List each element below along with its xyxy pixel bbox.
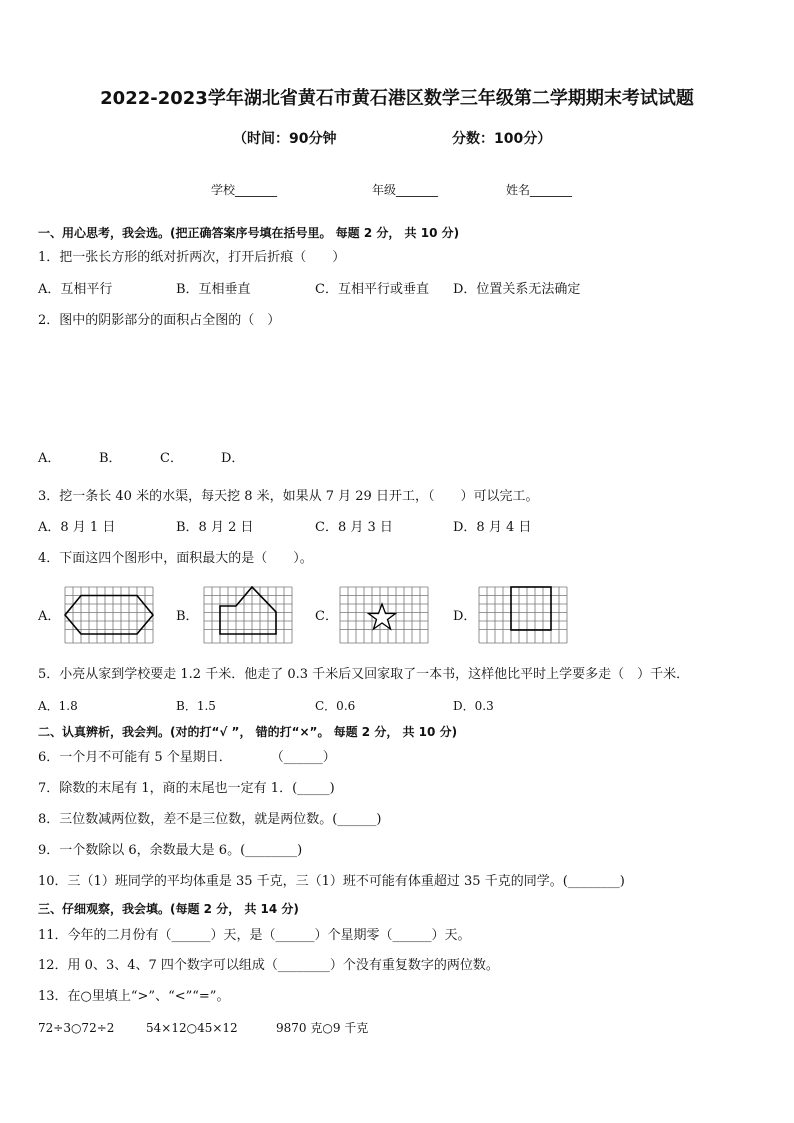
question-11: 11．今年的二月份有（______）天，是（______）个星期零（______）天。 <box>38 928 471 943</box>
q4-option-b: B． <box>176 609 199 624</box>
q2-option-d: D． <box>221 451 245 466</box>
q4-option-a: A． <box>38 609 61 624</box>
question-13: 13．在○里填上“>”、“<”“=”。 <box>38 989 230 1004</box>
q13-item-1: 72÷3○72÷2 <box>38 1021 115 1035</box>
q2-option-a: A． <box>38 451 61 466</box>
q3-option-d: D．8 月 4 日 <box>453 520 532 535</box>
q13-item-2: 54×12○45×12 <box>146 1021 238 1035</box>
q2-option-c: C． <box>160 451 183 466</box>
q4-figure-b <box>203 586 293 644</box>
question-3: 3．挖一条长 40 米的水渠，每天挖 8 米，如果从 7 月 29 日开工，（ ）可以完工。 <box>38 489 539 504</box>
section1-heading: 一、用心思考，我会选。(把正确答案序号填在括号里。 每题 2 分， 共 10 分) <box>38 226 460 240</box>
page-title: 2022-2023学年湖北省黄石市黄石港区数学三年级第二学期期末考试试题 <box>100 88 694 109</box>
q3-option-a: A．8 月 1 日 <box>38 520 116 535</box>
question-10: 10．三（1）班同学的平均体重是 35 千克，三（1）班不可能有体重超过 35 千克的同学。(________) <box>38 874 625 889</box>
school-field: 学校_______ <box>211 183 278 197</box>
grade-field: 年级_______ <box>372 183 439 197</box>
q1-option-d: D．位置关系无法确定 <box>453 282 581 297</box>
q13-item-3: 9870 克○9 千克 <box>276 1021 369 1035</box>
q4-figure-a <box>64 586 154 644</box>
q3-option-c: C．8 月 3 日 <box>315 520 393 535</box>
q2-option-b: B． <box>99 451 122 466</box>
exam-score: 分数：100分） <box>452 131 552 147</box>
question-5: 5．小亮从家到学校要走 1.2 千米．他走了 0.3 千米后又回家取了一本书，这样他比平时上学要多走（ ）千米． <box>38 667 690 682</box>
question-4: 4．下面这四个图形中，面积最大的是（ ）。 <box>38 551 313 566</box>
q1-option-a: A．互相平行 <box>38 282 113 297</box>
q5-option-b: B．1.5 <box>176 699 216 713</box>
section3-heading: 三、仔细观察，我会填。(每题 2 分， 共 14 分) <box>38 902 299 916</box>
question-9: 9．一个数除以 6，余数最大是 6。(________) <box>38 843 303 858</box>
q5-option-c: C．0.6 <box>315 699 356 713</box>
q4-option-c: C． <box>315 609 338 624</box>
q1-option-c: C．互相平行或垂直 <box>315 282 429 297</box>
exam-time: （时间：90分钟 <box>233 131 337 147</box>
q3-option-b: B．8 月 2 日 <box>176 520 254 535</box>
question-1: 1．把一张长方形的纸对折两次，打开后折痕（ ） <box>38 250 346 265</box>
q4-figure-c <box>339 586 429 644</box>
q5-option-a: A．1.8 <box>38 699 78 713</box>
question-7: 7．除数的末尾有 1，商的末尾也一定有 1．(_____) <box>38 781 335 796</box>
question-8: 8．三位数减两位数，差不是三位数，就是两位数。(______) <box>38 812 382 827</box>
question-6: 6．一个月不可能有 5 个星期日． （______） <box>38 750 336 765</box>
name-field: 姓名_______ <box>506 183 573 197</box>
q4-figure-d <box>478 586 568 644</box>
q1-option-b: B．互相垂直 <box>176 282 251 297</box>
question-2: 2．图中的阴影部分的面积占全图的（ ） <box>38 313 281 328</box>
question-12: 12．用 0、3、4、7 四个数字可以组成（________）个没有重复数字的两位数。 <box>38 958 499 973</box>
q4-option-d: D． <box>453 609 477 624</box>
q5-option-d: D．0.3 <box>453 699 494 713</box>
section2-heading: 二、认真辨析，我会判。(对的打“√ ”， 错的打“×”。 每题 2 分， 共 10 分) <box>38 725 458 739</box>
